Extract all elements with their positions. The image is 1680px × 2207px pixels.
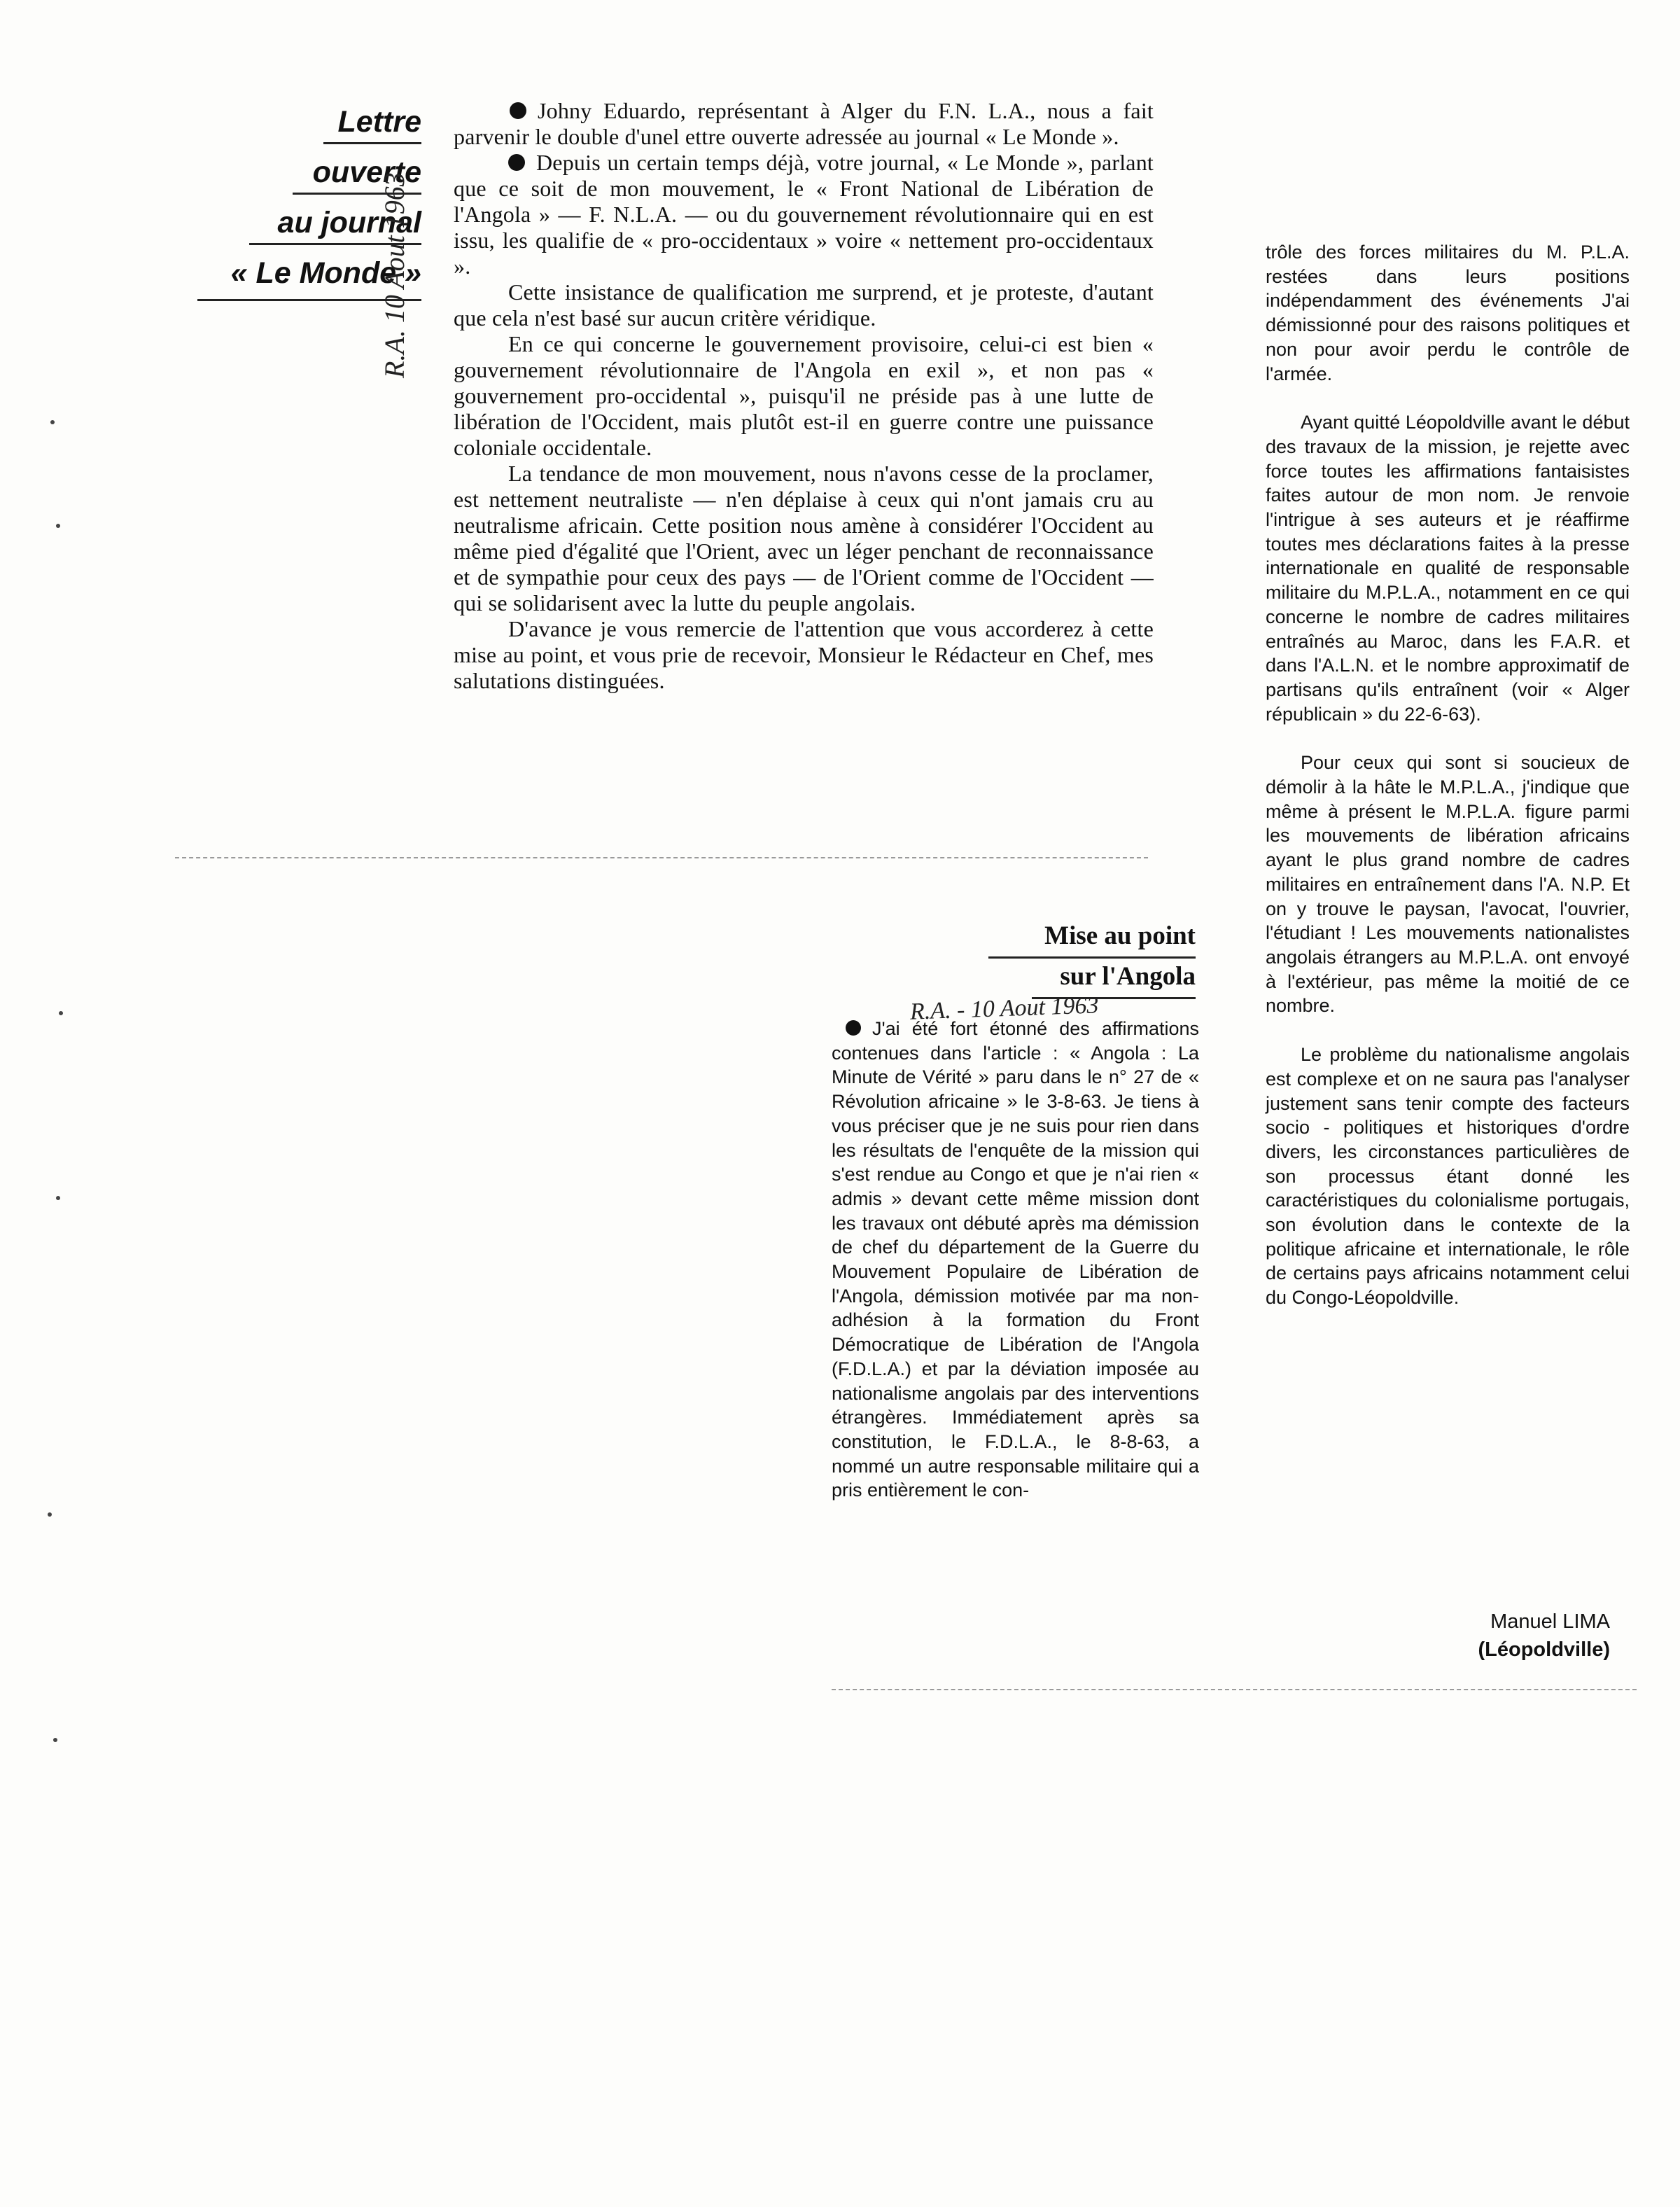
article1-heading-line: ouverte: [312, 155, 421, 189]
article1-body: [454, 98, 1154, 694]
bullet-icon: [510, 102, 526, 119]
article2-paragraph: Ayant quitté Léopoldville avant le début des travaux de la mission, je rejette avec force toutes les affirmations fantaisistes faites autour de mon nom. Je renvoie l'intrigue à ses auteurs et je réaffirme toutes mes déclarations faites à la presse internationale en qualité de responsable militaire du M.P.L.A., notamment en ce qui concerne le nombre de cadres militaires entraînés au Maroc, dans les F.A.R. et dans l'A.L.N. et le nombre approximatif de partisans qu'ils entraînent (voir « Alger républicain » du 22-6-63).: [1266, 412, 1630, 725]
scan-speck: [50, 420, 55, 424]
article1-paragraph: Johny Eduardo, représentant à Alger du F.N. L.A., nous a fait parvenir le double d'unel ettre ouverte adressée au journal « Le Monde ».: [454, 98, 1154, 149]
article2-column-left: [832, 1017, 1199, 1503]
scan-speck: [56, 524, 60, 528]
article1-paragraph: Depuis un certain temps déjà, votre journal, « Le Monde », parlant que ce soit de mon mouvement, le « Front National de Libération de l'Angola » — F. N.L.A. — ou du gouvernement révolutionnaire qui en est issu, les qualifie de « pro-occidentaux » voire « nettement pro-occidentaux ».: [454, 150, 1154, 279]
article2-paragraph: J'ai été fort étonné des affirmations contenues dans l'article : « Angola : La Minute de Vérité » paru dans le n° 27 de « Révolution africaine » le 3-8-63. Je tiens à vous préciser que je ne suis pour rien dans les résultats de l'enquête de la mission qui s'est rendue au Congo et que je n'ai rien « admis » devant cette même mission dont les travaux ont débuté après ma démission de chef du département de la Guerre du Mouvement Populaire de Libération de l'Angola, démission motivée par ma non-adhésion à la formation du Front Démocratique de Libération de l'Angola (F.D.L.A.) et par la déviation imposée au nationalisme angolais par des interventions étrangères. Immédiatement après sa constitution, le F.D.L.A., le 8-8-63, a nommé un autre responsable militaire qui a pris entièrement le con-: [832, 1018, 1199, 1501]
signature-place: (Léopoldville): [1478, 1638, 1610, 1661]
heading-rule: [988, 956, 1196, 959]
bullet-icon: [508, 154, 525, 171]
article2-heading-line: Mise au point: [1044, 921, 1196, 950]
cut-line: [832, 1689, 1637, 1690]
cut-line: [175, 857, 1148, 858]
article1-paragraph: D'avance je vous remercie de l'attention que vous accorderez à cette mise au point, et vous prie de recevoir, Monsieur le Rédacteur en Chef, mes salutations distinguées.: [454, 616, 1154, 693]
heading-rule: [323, 142, 421, 144]
signature: [1393, 1608, 1610, 1664]
handwritten-date-note: R.A. - 10 Aout 1963: [909, 992, 1100, 1025]
handwritten-date-note: R.A. 10 Aout 1963: [379, 172, 410, 378]
article1-heading-line: « Le Monde »: [230, 256, 421, 290]
article1-heading-line: Lettre: [337, 105, 421, 139]
article1-paragraph: La tendance de mon mouvement, nous n'avons cesse de la proclamer, est nettement neutraliste — n'en déplaise à ceux qui n'ont jamais cru au neutralisme africain. Cette position nous amène à considérer l'Occident au même pied d'égalité que l'Orient, avec un léger penchant de reconnaissance et de sympathie pour ceux des pays — de l'Orient comme de l'Occident — qui se solidarisent avec la lutte du peuple angolais.: [454, 461, 1154, 615]
article2-column-right: [1266, 240, 1630, 1335]
scan-speck: [56, 1196, 60, 1200]
article2-paragraph: Le problème du nationalisme angolais est complexe et on ne saura pas l'analyser justement sans tenir compte des facteurs socio - politiques et historiques d'ordre divers, les circonstances particulières de son processus étant donné les caractéristiques du colonialisme portugais, son évolution dans le contexte de la politique africaine et internationale, le rôle de certains pays africains notamment celui du Congo-Léopoldville.: [1266, 1044, 1630, 1309]
bullet-icon: [846, 1020, 861, 1036]
signature-name: Manuel LIMA: [1490, 1610, 1610, 1633]
article2-paragraph: Pour ceux qui sont si soucieux de démolir à la hâte le M.P.L.A., j'indique que même à présent le M.P.L.A. figure parmi les mouvements de libération africains ayant le plus grand nombre de cadres militaires en entraînement dans l'A. N.P. Et on y trouve le paysan, l'avocat, l'ouvrier, l'étudiant ! Les mouvements nationalistes angolais étrangers au M.P.L.A. ont envoyé à l'extérieur, pas même la moitié de ce nombre.: [1266, 752, 1630, 1017]
article2-paragraph: trôle des forces militaires du M. P.L.A. restées dans leurs positions indépendamment des événements J'ai démissionné pour des raisons politiques et non pour avoir perdu le contrôle de l'armée.: [1266, 242, 1630, 384]
scan-speck: [48, 1512, 52, 1517]
article2-heading-line: sur l'Angola: [1060, 962, 1196, 991]
article1-paragraph: En ce qui concerne le gouvernement provisoire, celui-ci est bien « gouvernement révolutionnaire de l'Angola en exil », et non pas « gouvernement pro-occidental », puisqu'il ne préside pas à une lutte de libération de l'Occident, mais plutôt est-il en guerre contre une puissance coloniale occidentale.: [454, 331, 1154, 460]
article1-heading-line: au journal: [277, 206, 421, 239]
article1-paragraph: Cette insistance de qualification me surprend, et je proteste, d'autant que cela n'est basé sur aucun critère véridique.: [454, 279, 1154, 330]
scan-speck: [53, 1738, 57, 1742]
scan-speck: [59, 1011, 63, 1015]
